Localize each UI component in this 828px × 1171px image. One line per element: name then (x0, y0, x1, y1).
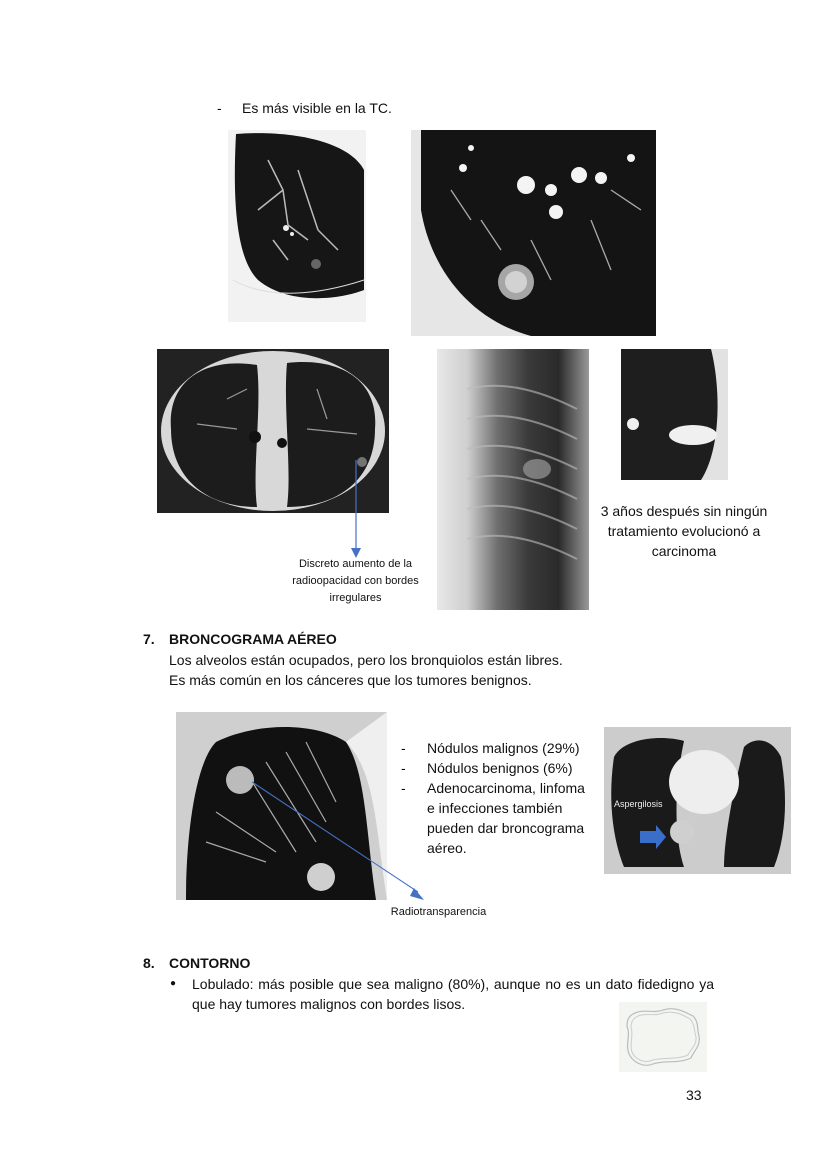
chest-xray-image (437, 349, 589, 610)
section7-heading (143, 629, 337, 649)
bullet-dot-icon: ● (170, 978, 177, 989)
arrow-down-icon (348, 460, 364, 560)
section7-line-1: Los alveolos están ocupados, pero los bronquiolos están libres. (169, 652, 563, 668)
followup-caption: 3 años después sin ningún tratamiento evolucionó a carcinoma (600, 503, 768, 559)
section8-heading (143, 953, 250, 973)
list-item: - Nódulos benignos (6%) (401, 758, 591, 778)
ct-lung-image-small (228, 130, 366, 322)
prev-bullet (217, 98, 392, 118)
section7-line-2: Es más común en los cánceres que los tumores benignos. (169, 672, 532, 688)
list-item: - Nódulos malignos (29%) (401, 738, 591, 758)
ct-followup-image (621, 349, 728, 480)
section8-title: CONTORNO (169, 955, 251, 971)
section8-bullet-text: Lobulado: más posible que sea maligno (80%), aunque no es un dato fidedigno ya que hay tumores malignos con bordes lisos. (192, 976, 714, 1012)
dash-marker: - (217, 100, 222, 116)
page-number: 33 (686, 1087, 702, 1103)
radiotransparencia-label: Radiotransparencia (390, 906, 487, 918)
lobulated-contour-illustration (619, 1002, 707, 1072)
section7-number: 7. (143, 631, 155, 647)
section7-list (401, 738, 591, 858)
section8-number: 8. (143, 955, 155, 971)
prev-bullet-text: Es más visible en la TC. (242, 100, 392, 116)
section7-title: BRONCOGRAMA AÉREO (169, 631, 337, 647)
ct-lung-image-large (411, 130, 656, 336)
list-item: - Adenocarcinoma, linfoma e infecciones también pueden dar broncograma aéreo. (401, 778, 591, 858)
axial-caption: Discreto aumento de la radioopacidad con bordes irregulares (292, 558, 419, 604)
aspergilosis-label: Aspergilosis (614, 799, 663, 809)
ct-aspergilosis-image (604, 727, 791, 874)
